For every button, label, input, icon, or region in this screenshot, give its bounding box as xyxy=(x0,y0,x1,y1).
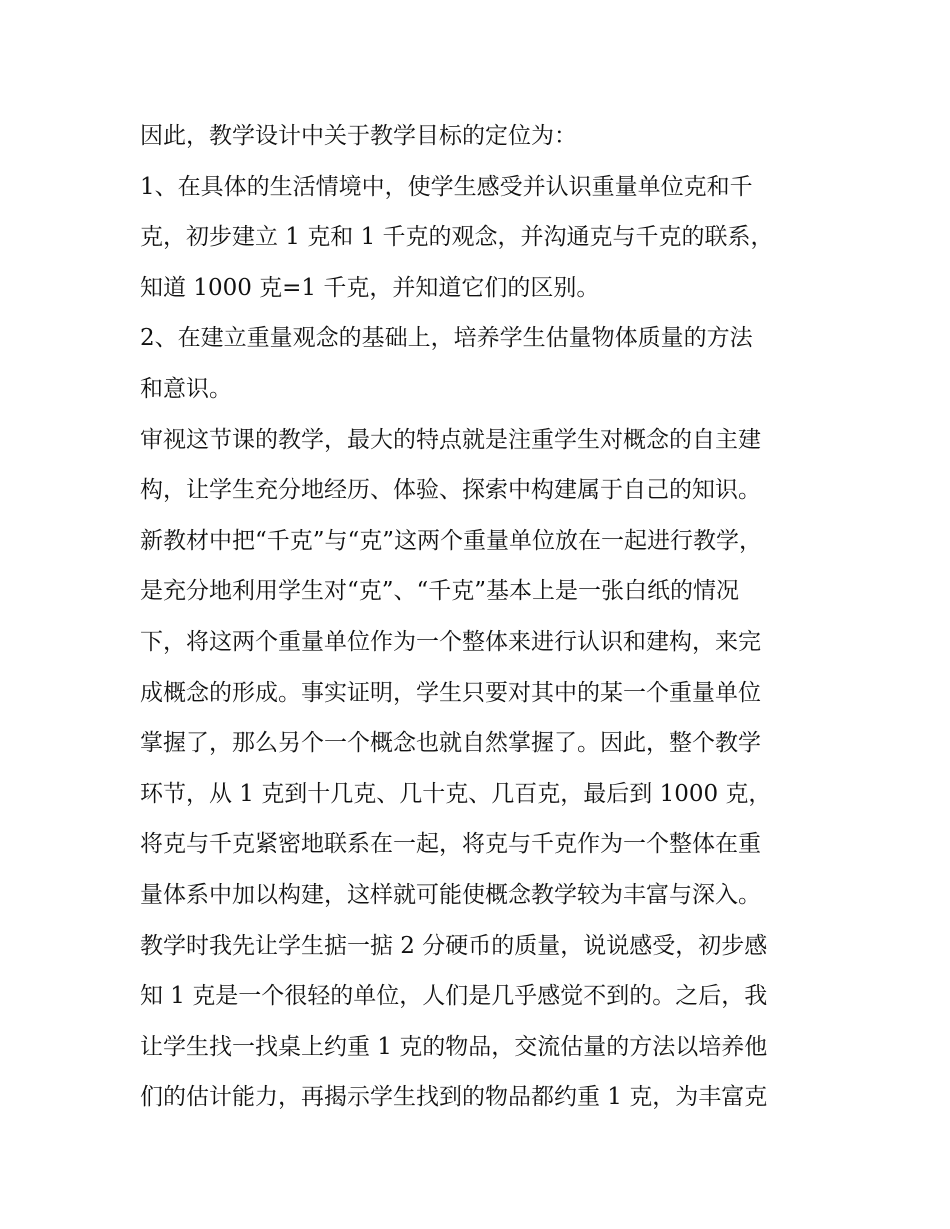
text-line: 新教材中把“千克”与“克”这两个重量单位放在一起进行教学， xyxy=(140,527,763,554)
text-line: 1、在具体的生活情境中，使学生感受并认识重量单位克和千 xyxy=(140,173,753,200)
text-line: 们的估计能力，再揭示学生找到的物品都约重 1 克，为丰富克 xyxy=(140,1084,768,1111)
text-line: 教学时我先让学生掂一掂 2 分硬币的质量，说说感受，初步感 xyxy=(140,932,768,959)
text-line: 因此，教学设计中关于教学目标的定位为： xyxy=(140,123,577,149)
text-line: 成概念的形成。事实证明，学生只要对其中的某一个重量单位 xyxy=(140,679,761,706)
text-line: 构，让学生充分地经历、体验、探索中构建属于自己的知识。 xyxy=(140,477,761,504)
text-line: 让学生找一找桌上约重 1 克的物品，交流估量的方法以培养他 xyxy=(140,1033,768,1060)
text-line: 量体系中加以构建，这样就可能使概念教学较为丰富与深入。 xyxy=(140,881,761,908)
text-line: 克，初步建立 1 克和 1 千克的观念，并沟通克与千克的联系， xyxy=(140,224,774,251)
text-line: 和意识。 xyxy=(140,375,232,402)
document-body xyxy=(140,111,820,1123)
text-line: 2、在建立重量观念的基础上，培养学生估量物体质量的方法 xyxy=(140,325,753,352)
text-line: 将克与千克紧密地联系在一起，将克与千克作为一个整体在重 xyxy=(140,831,761,858)
text-line: 审视这节课的教学，最大的特点就是注重学生对概念的自主建 xyxy=(140,426,761,453)
text-line: 知 1 克是一个很轻的单位，人们是几乎感觉不到的。之后，我 xyxy=(140,983,768,1010)
text-line: 下，将这两个重量单位作为一个整体来进行认识和建构，来完 xyxy=(140,628,761,655)
text-line: 是充分地利用学生对“克”、“千克”基本上是一张白纸的情况 xyxy=(140,578,740,605)
text-line: 知道 1000 克=1 千克，并知道它们的区别。 xyxy=(140,274,600,301)
text-line: 环节，从 1 克到十几克、几十克、几百克，最后到 1000 克， xyxy=(140,780,772,807)
text-line: 掌握了，那么另个一个概念也就自然掌握了。因此，整个教学 xyxy=(140,730,761,757)
